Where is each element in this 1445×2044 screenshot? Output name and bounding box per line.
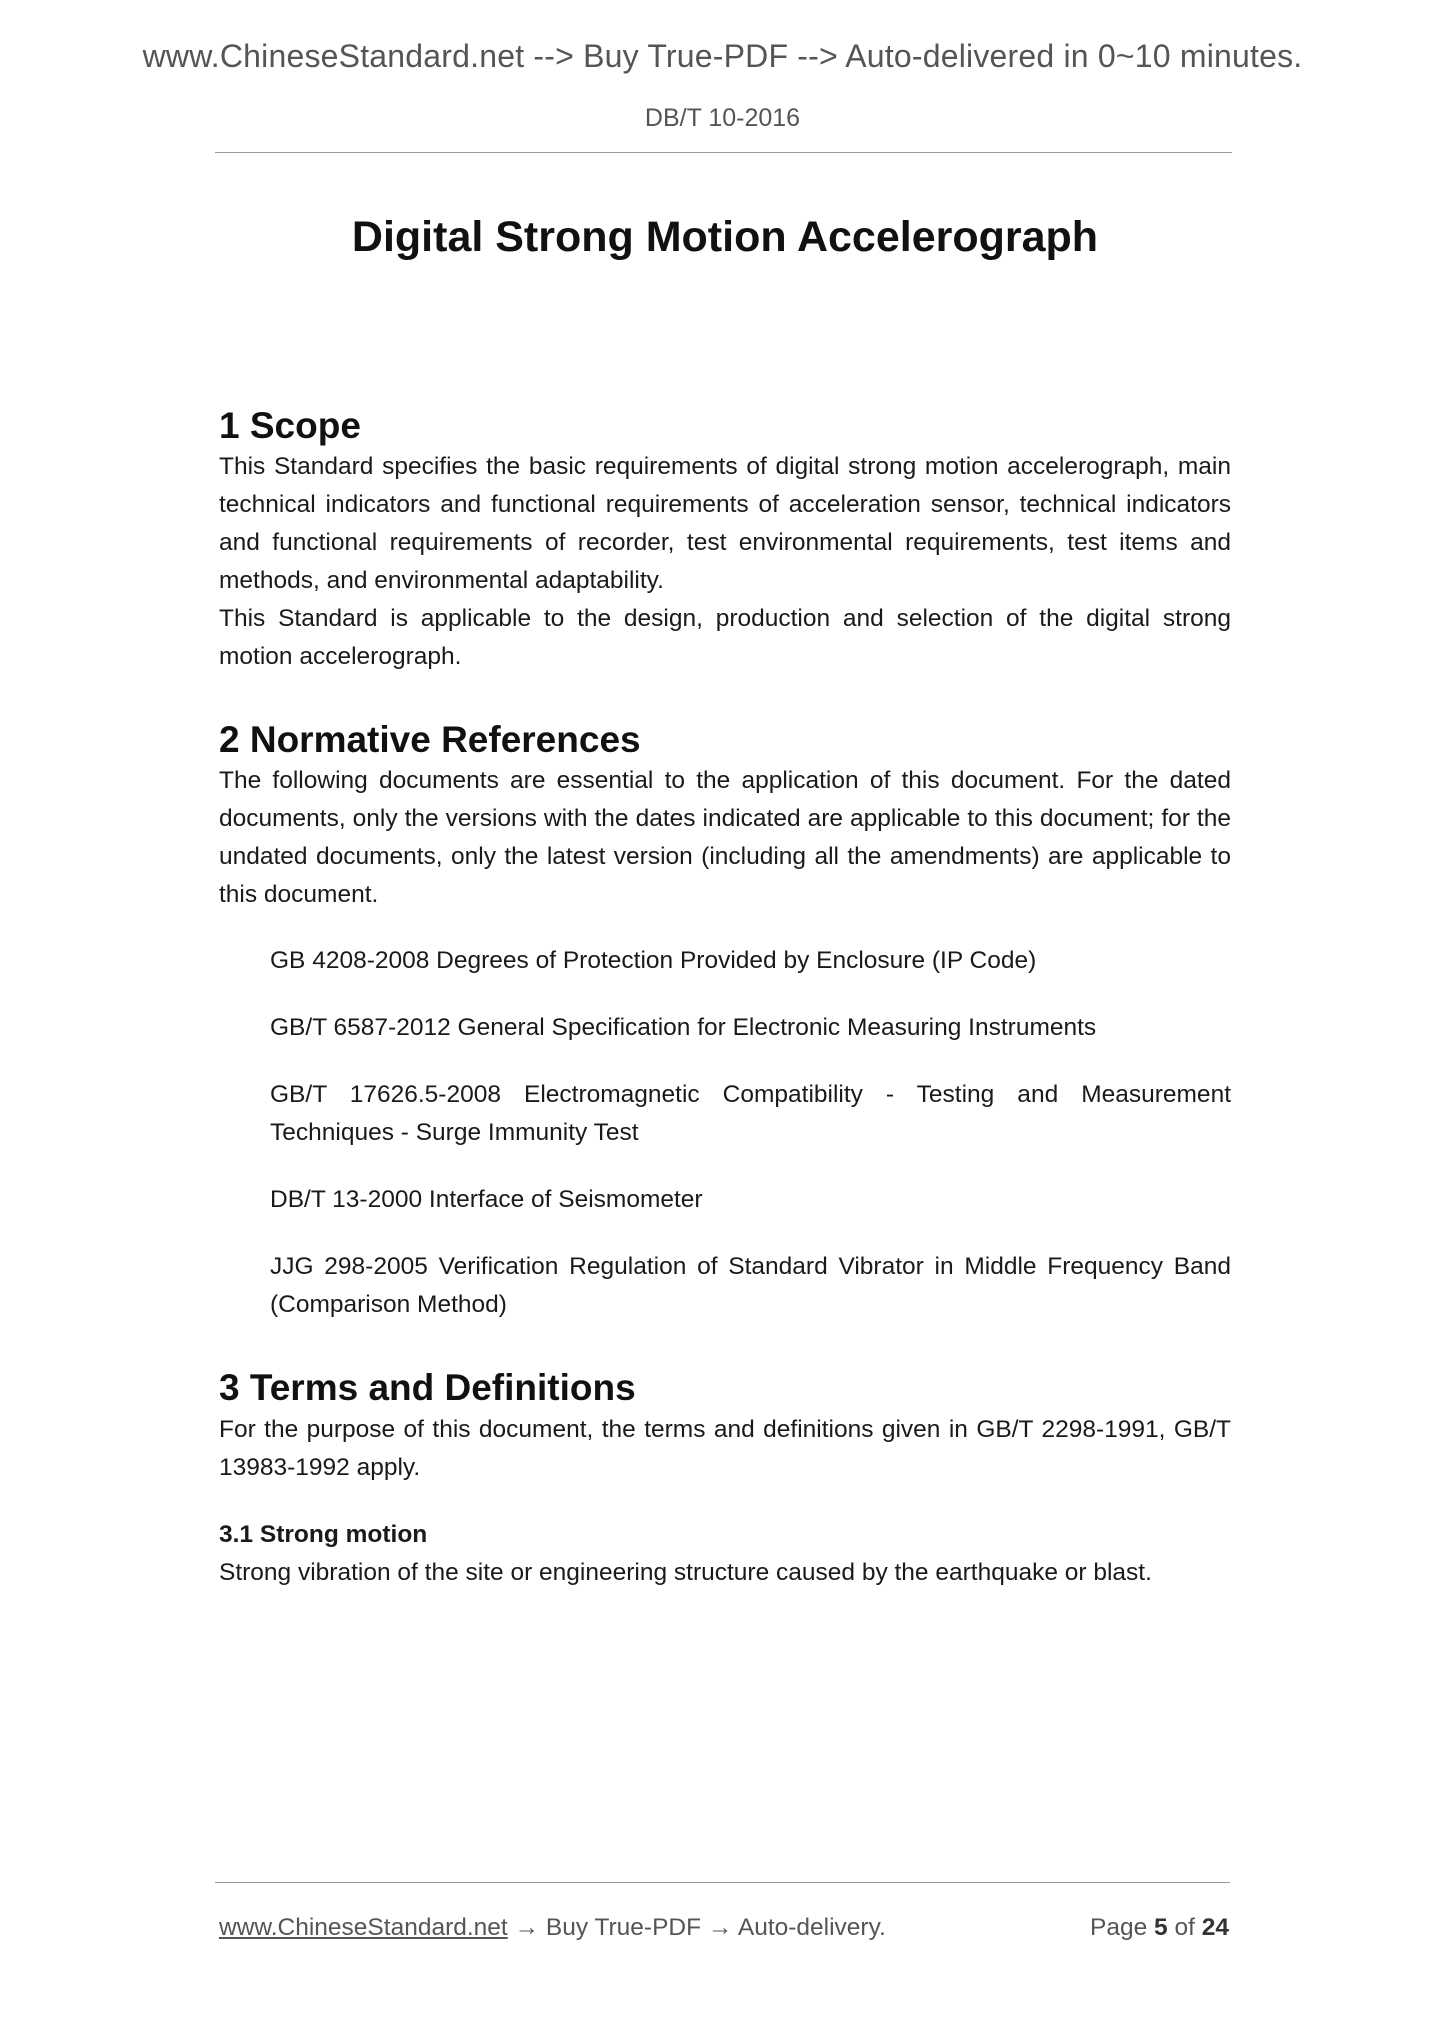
page-of: of [1174,1914,1195,1941]
terms-intro: For the purpose of this document, the terms and definitions given in GB/T 2298-1991, GB/T 13983-1992 apply. [219,1415,1231,1481]
page-footer [219,1914,1229,1942]
reference-item: GB/T 6587-2012 General Specification for Electronic Measuring Instruments [270,1014,1097,1042]
document-code: DB/T 10-2016 [644,104,801,132]
page-number [1090,1914,1229,1942]
header-divider [215,152,1232,153]
reference-item: GB 4208-2008 Degrees of Protection Provided by Enclosure (IP Code) [270,947,1037,975]
reference-list [219,942,1231,1324]
references-intro: The following documents are essential to the application of this document. For the dated documents, only the versions with the dates indicated are applicable to this document; for the undated documents, only the latest version (including all the amendments) are applicable to this document. [219,767,1231,909]
reference-item: GB/T 17626.5-2008 Electromagnetic Compatibility - Testing and Measurement Techniques - Surge Immunity Test [270,1081,1231,1147]
page-total: 24 [1201,1914,1229,1941]
page-current: 5 [1154,1914,1168,1941]
section-heading-scope: 1 Scope [219,404,361,446]
arrow-right-icon: → [707,1914,733,1941]
arrow-right-icon: → [514,1914,540,1941]
page-label: Page [1090,1914,1148,1941]
footer-buy-text: Buy True-PDF [545,1914,702,1941]
term-definition: Strong vibration of the site or engineering structure caused by the earthquake or blast. [219,1558,1152,1586]
reference-item: DB/T 13-2000 Interface of Seismometer [270,1186,703,1214]
footer-site-link[interactable]: www.ChineseStandard.net [219,1914,508,1941]
document-body [219,200,1231,1592]
section-heading-terms: 3 Terms and Definitions [219,1367,636,1409]
term-heading-strong-motion: 3.1 Strong motion [219,1520,428,1548]
scope-paragraph: This Standard specifies the basic requirements of digital strong motion accelerograph, main technical indicators and functional requirements of acceleration sensor, technical indicators and functional requirements of recorder, test environmental requirements, test items and methods, and environmental adaptability. [219,452,1231,594]
footer-divider [215,1882,1230,1883]
site-banner: www.ChineseStandard.net --> Buy True-PDF --> Auto-delivered in 0~10 minutes. [142,38,1303,74]
reference-item: JJG 298-2005 Verification Regulation of Standard Vibrator in Middle Frequency Band (Comparison Method) [270,1253,1231,1319]
document-title: Digital Strong Motion Accelerograph [351,213,1099,261]
footer-delivery-text: Auto-delivery. [737,1914,886,1941]
scope-paragraph: This Standard is applicable to the design, production and selection of the digital strong motion accelerograph. [219,604,1231,670]
section-heading-normative-references: 2 Normative References [219,718,641,760]
